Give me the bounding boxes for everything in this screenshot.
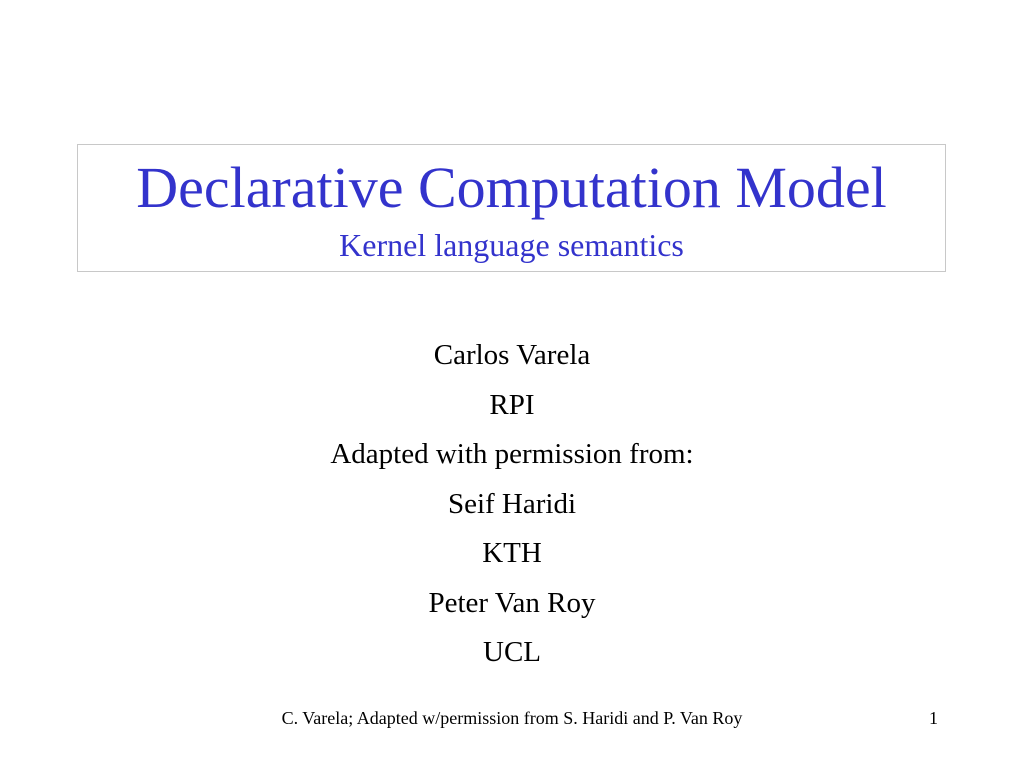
slide-title: Declarative Computation Model [136,155,887,220]
slide-subtitle: Kernel language semantics [339,227,684,263]
author-line: Seif Haridi [447,487,577,520]
author-list [0,331,1024,678]
author-line: KTH [482,537,542,569]
title-box [77,144,946,272]
footer-credit: C. Varela; Adapted w/permission from S. Haridi and P. Van Roy [281,708,743,728]
author-line: UCL [483,636,541,668]
author-line: Peter Van Roy [428,586,596,619]
author-line: RPI [489,388,535,421]
page-number: 1 [929,708,938,728]
slide-footer [0,705,1024,731]
author-line: Carlos Varela [433,339,591,371]
author-line: Adapted with permission from: [330,438,694,470]
